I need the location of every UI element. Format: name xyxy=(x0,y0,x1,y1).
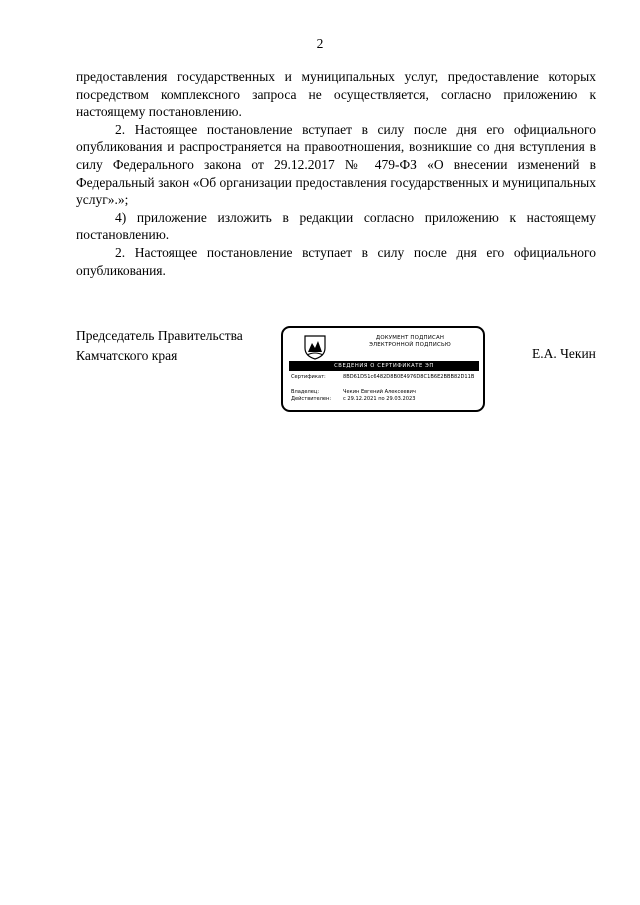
signer-title-line: Председатель Правительства xyxy=(76,328,243,343)
paragraph: 2. Настоящее постановление вступает в силу после дня его официального опубликования и распространяется на правоотношения, возникшие со дня вступления в силу Федерального закона от 29.12.2017 № 479-ФЗ «О внесении изменений в Федеральный закон «Об организации предоставления государственных и муниципальных услуг».»; xyxy=(76,121,596,208)
stamp-band: СВЕДЕНИЯ О СЕРТИФИКАТЕ ЭП xyxy=(289,361,479,371)
stamp-header xyxy=(341,335,479,349)
electronic-signature-stamp xyxy=(281,326,485,412)
certificate-label: Сертификат: xyxy=(291,374,326,380)
document-body xyxy=(76,68,596,279)
paragraph: 2. Настоящее постановление вступает в силу после дня его официального опубликования. xyxy=(76,244,596,278)
signer-title xyxy=(76,326,243,366)
validity-value: с 29.12.2021 по 29.03.2023 xyxy=(343,396,416,402)
stamp-header-line: ДОКУМЕНТ ПОДПИСАН xyxy=(375,335,445,341)
paragraph: 4) приложение изложить в редакции согласно приложению к настоящему постановлению. xyxy=(76,209,596,243)
page-number: 2 xyxy=(316,36,324,51)
coat-of-arms-icon xyxy=(303,334,327,360)
paragraph: предоставления государственных и муниципальных услуг, предоставление которых посредством комплексного запроса не осуществляется, согласно приложению к настоящему постановлению. xyxy=(76,69,596,120)
owner-value: Чекин Евгений Алексеевич xyxy=(343,389,416,395)
certificate-value: 8BD61D51c6482D8B0E4976D8C1B6E2BBB82D11B xyxy=(343,374,475,380)
signer-title-line: Камчатского края xyxy=(76,348,178,363)
signer-name: Е.А. Чекин xyxy=(532,346,596,361)
owner-label: Владелец: xyxy=(291,389,320,395)
validity-label: Действителен: xyxy=(291,396,332,402)
stamp-header-line: ЭЛЕКТРОННОЙ ПОДПИСЬЮ xyxy=(369,342,451,348)
